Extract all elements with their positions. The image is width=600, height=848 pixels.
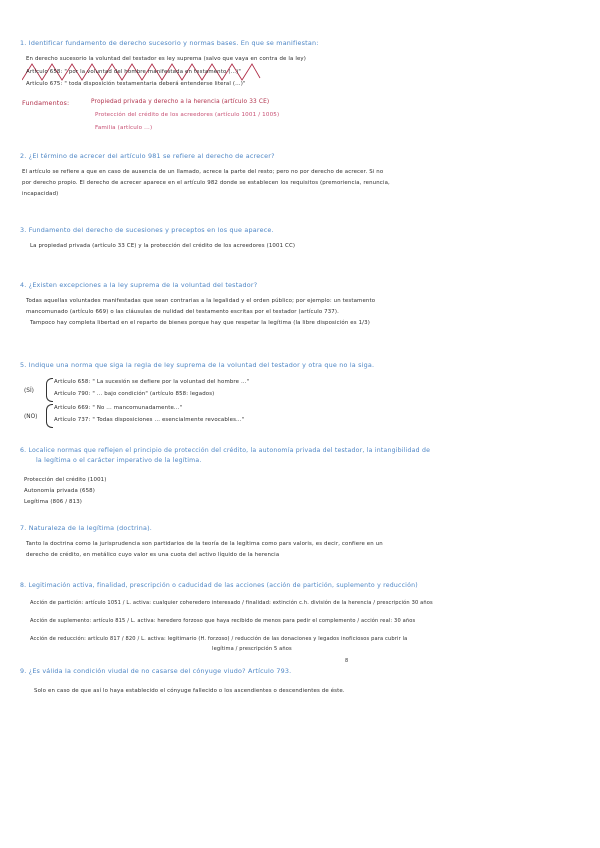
no-label: (NO) [24, 414, 38, 420]
q7-line-2: derecho de crédito, en metálico cuyo valor es una cuota del activo líquido de la herencia [26, 552, 280, 558]
q5-no-line-2: Artículo 737: " Todas disposiciones ... esencialmente revocables..." [54, 417, 245, 423]
q4-line-2: mancomunado (artículo 669) o las cláusulas de nulidad del testamento escritas por el testador (artículo 737). [26, 309, 340, 315]
q2-line-3: incapacidad) [22, 191, 59, 197]
q9-line-1: Solo en caso de que así lo haya establecido el cónyuge fallecido o los ascendientes o descendientes de éste. [34, 688, 345, 694]
q2-line-2: por derecho propio. El derecho de acrecer aparece en el artículo 982 donde se establecen los requisitos (premoriencia, renuncia, [22, 180, 390, 186]
q8-line-3: Acción de reducción: artículo 817 / 820 / L. activa: legitimario (H. forzoso) / reducción de las donaciones y legados inoficiosos para cubrir la [30, 636, 408, 642]
q3-line-1: La propiedad privada (artículo 33 CE) y la protección del crédito de los acreedores (1001 CC) [30, 243, 296, 249]
q1-item-2: Artículo 658: " por la voluntad del hombre manifestada en testamento (...)" [26, 69, 242, 75]
question-6-title-line-1: 6. Localice normas que reflejen el principio de protección del crédito, la autonomía privada del testador, la intangibilidad de [20, 447, 431, 454]
question-1-title: 1. Identificar fundamento de derecho sucesorio y normas bases. En que se manifiestan: [20, 39, 319, 47]
q4-line-1: Todas aquellas voluntades manifestadas que sean contrarias a la legalidad y el orden público; por ejemplo: un testamento [26, 298, 376, 304]
q1-item-3: Artículo 675: " toda disposición testamentaria deberá entenderse literal (...)" [26, 81, 246, 87]
page-number: 8 [345, 658, 349, 664]
question-6-title-line-2: la legítima o el carácter imperativo de la legítima. [36, 457, 202, 464]
no-brace [46, 404, 53, 428]
q4-line-3: Tampoco hay completa libertad en el reparto de bienes porque hay que respetar la legítima (la libre disposición es 1/3) [30, 320, 370, 326]
q6-line-3: Legítima (806 / 813) [24, 499, 83, 505]
fundamentos-label: Fundamentos: [22, 99, 70, 107]
q1-item-1: En derecho sucesorio la voluntad del testador es ley suprema (salvo que vaya en contra de la ley) [26, 56, 307, 62]
q8-line-2: Acción de suplemento: artículo 815 / L. activa: heredero forzoso que haya recibido de menos para pedir el complemento / acción real: 30 años [30, 618, 416, 624]
question-2-title: 2. ¿El término de acrecer del artículo 981 se refiere al derecho de acrecer? [20, 152, 275, 160]
question-4-title: 4. ¿Existen excepciones a la ley suprema de la voluntad del testador? [20, 281, 258, 289]
q8-line-1: Acción de partición: artículo 1051 / L. activa: cualquier coheredero interesado / finalidad: extinción c.h. división de la herencia / prescripción 30 años [30, 600, 433, 606]
q8-line-4: legítima / prescripción 5 años [212, 646, 292, 652]
question-8-title: 8. Legitimación activa, finalidad, prescripción o caducidad de las acciones (acción de partición, suplemento y reducción) [20, 582, 418, 589]
q6-line-1: Protección del crédito (1001) [24, 477, 107, 483]
q6-line-2: Autonomía privada (658) [24, 488, 96, 494]
question-7-title: 7. Naturaleza de la legítima (doctrina). [20, 524, 153, 532]
fundamento-2: Protección del crédito de los acreedores (artículo 1001 / 1005) [95, 112, 280, 118]
question-3-title: 3. Fundamento del derecho de sucesiones y preceptos en los que aparece. [20, 226, 274, 234]
fundamento-1: Propiedad privada y derecho a la herencia (artículo 33 CE) [91, 99, 270, 105]
si-brace [46, 378, 53, 402]
q5-si-line-2: Artículo 790: " ... bajo condición" (artículo 858: legados) [54, 391, 215, 397]
q2-line-1: El artículo se refiere a que en caso de ausencia de un llamado, acrece la parte del resto; pero no por derecho de acrecer. Si no [22, 169, 384, 175]
q7-line-1: Tanto la doctrina como la jurisprudencia son partidarios de la teoría de la legítima como pars valoris, es decir, confiere en un [26, 541, 383, 547]
question-9-title: 9. ¿Es válida la condición viudal de no casarse del cónyuge viudo? Artículo 793. [20, 667, 292, 675]
fundamento-3: Familia (artículo ...) [95, 125, 153, 131]
q5-si-line-1: Artículo 658: " La sucesión se defiere por la voluntad del hombre ..." [54, 379, 250, 385]
si-label: (SÍ) [24, 388, 34, 394]
question-5-title: 5. Indique una norma que siga la regla de ley suprema de la voluntad del testador y otra que no la siga. [20, 361, 375, 369]
q5-no-line-1: Artículo 669: " No ... mancomunadamente..." [54, 405, 183, 411]
